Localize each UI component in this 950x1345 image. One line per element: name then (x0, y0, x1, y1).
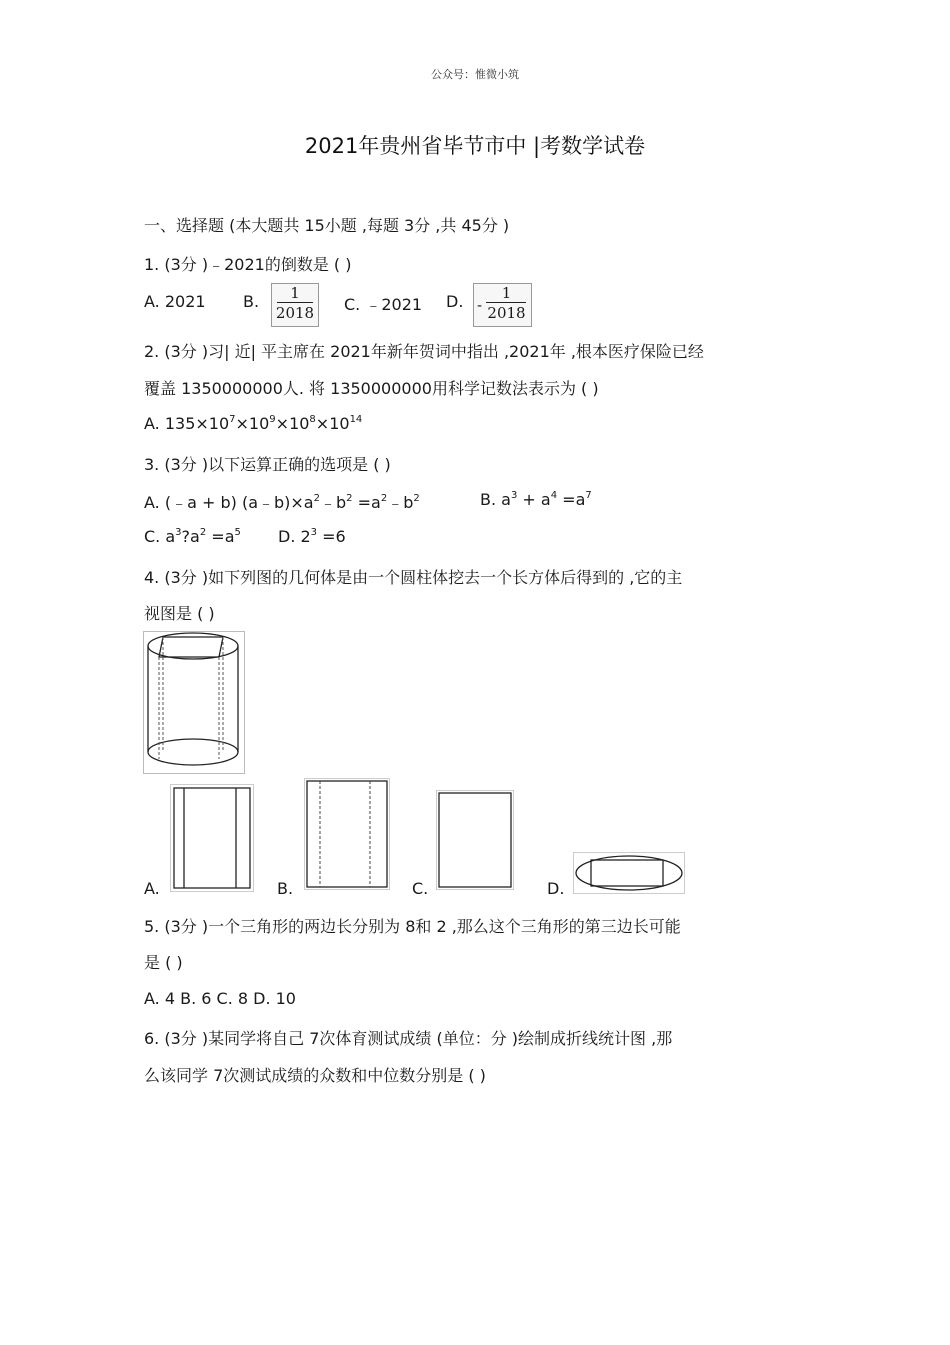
q6-line2: 么该同学 7次测试成绩的众数和中位数分别是 ( ) (144, 1066, 486, 1085)
q3-option-c: C. $a^3?a^2 =a^5$ (144, 527, 241, 546)
q1-option-c: C. ﹣2021 (344, 295, 423, 314)
q2-line2: 覆盖 1350000000人. 将 1350000000用科学记数法表示为 ( ) (144, 379, 599, 398)
q4-option-a-figure (170, 784, 254, 892)
q5-line2: 是 ( ) (144, 953, 183, 972)
q6-line1: 6. (3分 )某同学将自己 7次体育测试成绩 (单位：分 )绘制成折线统计图 ,那 (144, 1029, 673, 1048)
section-heading: 一、选择题 (本大题共 15小题 ,每题 3分 ,共 45分 ) (144, 216, 510, 235)
q1-option-d-label: D. (446, 292, 464, 311)
q1-stem: 1. (3分 )﹣2021的倒数是 ( ) (144, 255, 352, 274)
q4-option-b-label: B. (277, 879, 294, 898)
q5-line1: 5. (3分 )一个三角形的两边长分别为 8和 2 ,那么这个三角形的第三边长可能 (144, 917, 681, 936)
q3-stem: 3. (3分 )以下运算正确的选项是 ( ) (144, 455, 391, 474)
q2-line1: 2. (3分 )习| 近| 平主席在 2021年新年贺词中指出 ,2021年 ,根本医疗保险已经 (144, 342, 704, 361)
q3-option-d: D. $2^3 =6$ (278, 527, 346, 546)
q1-option-b-fraction (271, 283, 319, 327)
q4-option-b-figure (304, 778, 390, 890)
q2-option-a: A. $135\times 10^7\times 10^9\times 10^8\times 10^{14}$ (144, 414, 363, 433)
page-header-source: 公众号：惟微小筑 (431, 68, 519, 81)
q4-option-c-label: C. (412, 879, 429, 898)
q4-option-d-figure (573, 852, 685, 894)
q1-b-numerator: 1 (290, 284, 300, 302)
q1-option-d-fraction (473, 283, 532, 327)
q1-b-denominator: 2018 (275, 304, 315, 322)
q1-option-a: A. 2021 (144, 292, 206, 311)
exam-title: 2021年贵州省毕节市中 |考数学试卷 (304, 134, 646, 158)
q3-option-a: A. (﹣a + b) $(a﹣b)\times a^2﹣b^2$ $=a^2﹣b^2$ (144, 493, 420, 512)
q1-d-denominator: 2018 (487, 304, 526, 322)
q5-options: A. 4 B. 6 C. 8 D. 10 (144, 989, 296, 1008)
q3-option-b: B. $a^3 + a^4 =a^7$ (480, 490, 592, 509)
cylinder-figure (143, 631, 245, 774)
q1-d-minus-sign: - (477, 296, 483, 314)
q1-d-numerator: 1 (501, 284, 512, 302)
q4-option-a-label: A. (144, 879, 160, 898)
q1-option-b-label: B. (243, 292, 260, 311)
q4-option-c-figure (436, 790, 514, 890)
q4-option-d-label: D. (547, 879, 565, 898)
q4-line2: 视图是 ( ) (144, 604, 215, 623)
q4-line1: 4. (3分 )如下列图的几何体是由一个圆柱体挖去一个长方体后得到的 ,它的主 (144, 568, 683, 587)
